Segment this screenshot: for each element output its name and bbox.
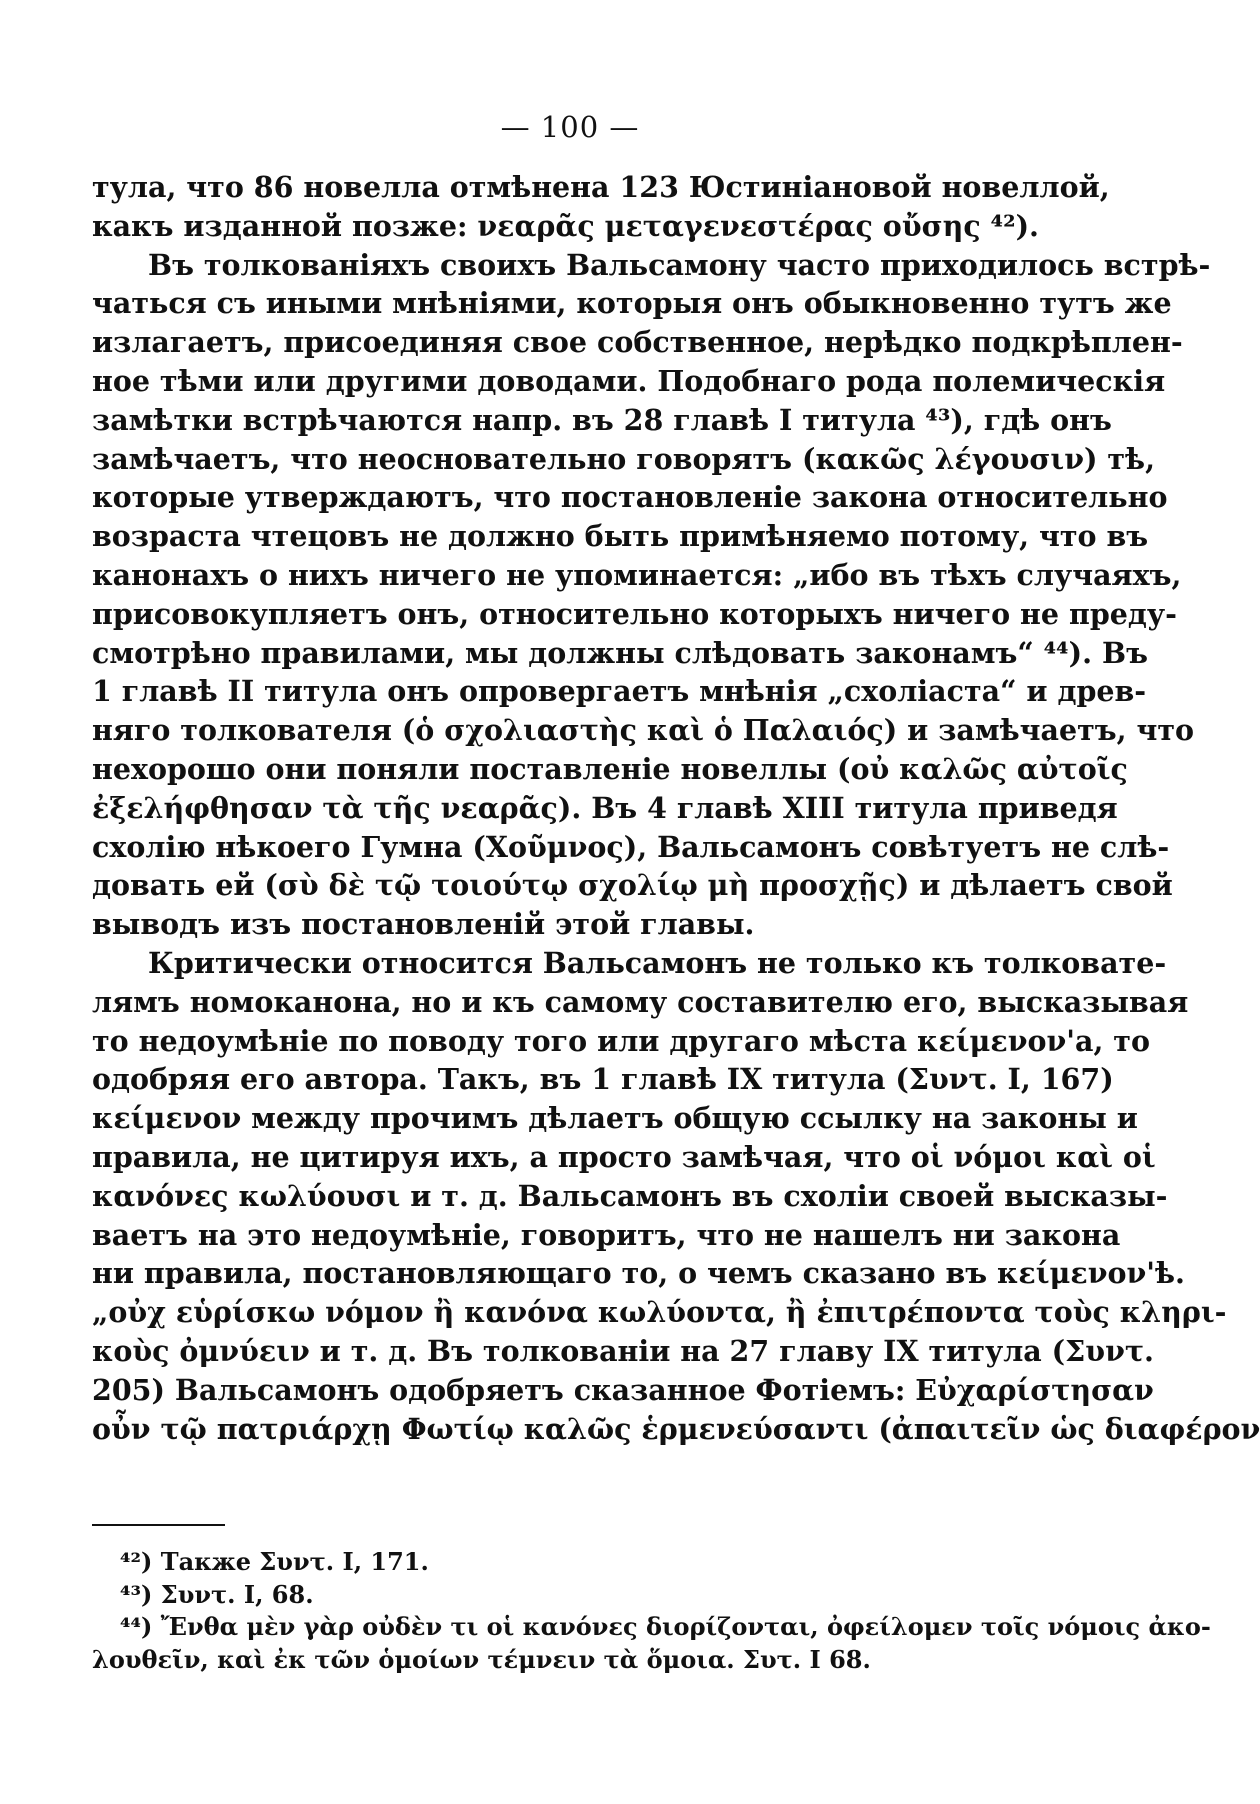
footnote-divider [92,1524,225,1526]
footnote-line: ⁴³) Συντ. I, 68. [120,1579,314,1609]
text-line: излагаетъ, присоединяя свое собственное, нерѣдко подкрѣплен- [92,325,1183,360]
body-text [92,168,1260,1448]
footnote [92,1579,1042,1612]
footnote [92,1611,1211,1676]
text-line: возраста чтецовъ не должно быть примѣняемо потому, что въ [92,519,1149,554]
text-line: няго толкователя (ὁ σχολιαστὴς καὶ ὁ Παλαιός) и замѣчаетъ, что [92,713,1194,748]
text-line: замѣчаетъ, что неосновательно говорятъ (κακῶς λέγουσιν) тѣ, [92,441,1156,476]
footnote [92,1546,1042,1579]
text-line: ἐξελήφθησαν τὰ τῆς νεαρᾶς). Въ 4 главѣ XIII титула приведя [92,790,1118,825]
text-line: 205) Вальсамонъ одобряетъ сказанное Фотіемъ: Εὐχαρίστησαν [92,1372,1154,1407]
text-line: κανόνες κωλύουσι и т. д. Вальсамонъ въ схоліи своей высказы- [92,1178,1168,1213]
text-line: схолію нѣкоего Гумна (Χοῦμνος), Вальсамонъ совѣтуетъ не слѣ- [92,829,1170,864]
text-line: выводъ изъ постановленій этой главы. [92,907,755,942]
text-line: Критически относится Вальсамонъ не только къ толковате- [148,945,1167,980]
paragraph [92,944,1260,1448]
footnote-line: ⁴⁴) Ἔνθα μὲν γὰρ οὐδὲν τι οἱ κανόνες διορίζονται, ὀφείλομεν τοῖς νόμοις ἀκο- [120,1612,1211,1641]
text-line: тула, что 86 новелла отмѣнена 123 Юстиніановой новеллой, [92,170,1110,204]
text-line: замѣтки встрѣчаются напр. въ 28 главѣ I титула ⁴³), гдѣ онъ [92,402,1112,437]
text-line: ваетъ на это недоумѣніе, говоритъ, что не нашелъ ни закона [92,1217,1121,1252]
text-line: какъ изданной позже: νεαρᾶς μεταγενεστέρας οὔσης ⁴²). [92,208,1039,243]
text-line: нехорошо они поняли поставленіе новеллы (οὐ καλῶς αὐτοῖς [92,751,1128,786]
text-line: присовокупляетъ онъ, относительно которыхъ ничего не преду- [92,596,1177,631]
text-line: правила, не цитируя ихъ, а просто замѣчая, что οἱ νόμοι καὶ οἱ [92,1139,1156,1174]
text-line: чаться съ иными мнѣніями, которыя онъ обыкновенно тутъ же [92,286,1172,321]
text-line: лямъ номоканона, но и къ самому составителю его, высказывая [92,984,1189,1019]
text-line: смотрѣно правилами, мы должны слѣдовать законамъ“ ⁴⁴). Въ [92,635,1148,670]
page-number: — 100 — [500,110,640,144]
paragraph [92,168,1110,246]
text-line: κείμενον между прочимъ дѣлаетъ общую ссылку на законы и [92,1101,1138,1136]
footnotes [92,1546,1211,1676]
text-line: которые утверждаютъ, что постановленіе закона относительно [92,480,1168,515]
footnote-line: ⁴²) Также Συντ. I, 171. [120,1547,429,1576]
text-line: канонахъ о нихъ ничего не упоминается: „ибо въ тѣхъ случаяхъ, [92,557,1182,592]
text-line: „οὐχ εὑρίσκω νόμον ἢ κανόνα κωλύοντα, ἢ ἐπιτρέποντα τοὺς κληρι- [92,1295,1227,1330]
paragraph [92,246,1211,944]
text-line: κοὺς ὀμνύειν и т. д. Въ толкованіи на 27 главу IX титула (Συντ. [92,1333,1154,1368]
text-line: 1 главѣ II титула онъ опровергаетъ мнѣнія „схоліаста“ и древ- [92,674,1147,709]
text-line: то недоумѣніе по поводу того или другаго мѣста κείμενον'а, то [92,1023,1150,1058]
text-line: довать ей (σὺ δὲ τῷ τοιούτῳ σχολίῳ μὴ προσχῇς) и дѣлаетъ свой [92,868,1173,903]
text-line: одобряя его автора. Такъ, въ 1 главѣ IX титула (Συντ. I, 167) [92,1062,1114,1097]
text-line: Въ толкованіяхъ своихъ Вальсамону часто приходилось встрѣ- [148,247,1211,282]
text-line: ни правила, постановляющаго то, о чемъ сказано въ κείμενον'ѣ. [92,1256,1185,1291]
footnote-line: λουθεῖν, καὶ ἐκ τῶν ὁμοίων τέμνειν τὰ ὅμοια. Συτ. I 68. [92,1644,871,1674]
text-line: οὖν τῷ πατριάρχῃ Φωτίῳ καλῶς ἑρμενεύσαντι (ἀπαιτεῖν ὡς διαφέρον [92,1411,1260,1446]
text-line: ное тѣми или другими доводами. Подобнаго рода полемическія [92,363,1166,398]
